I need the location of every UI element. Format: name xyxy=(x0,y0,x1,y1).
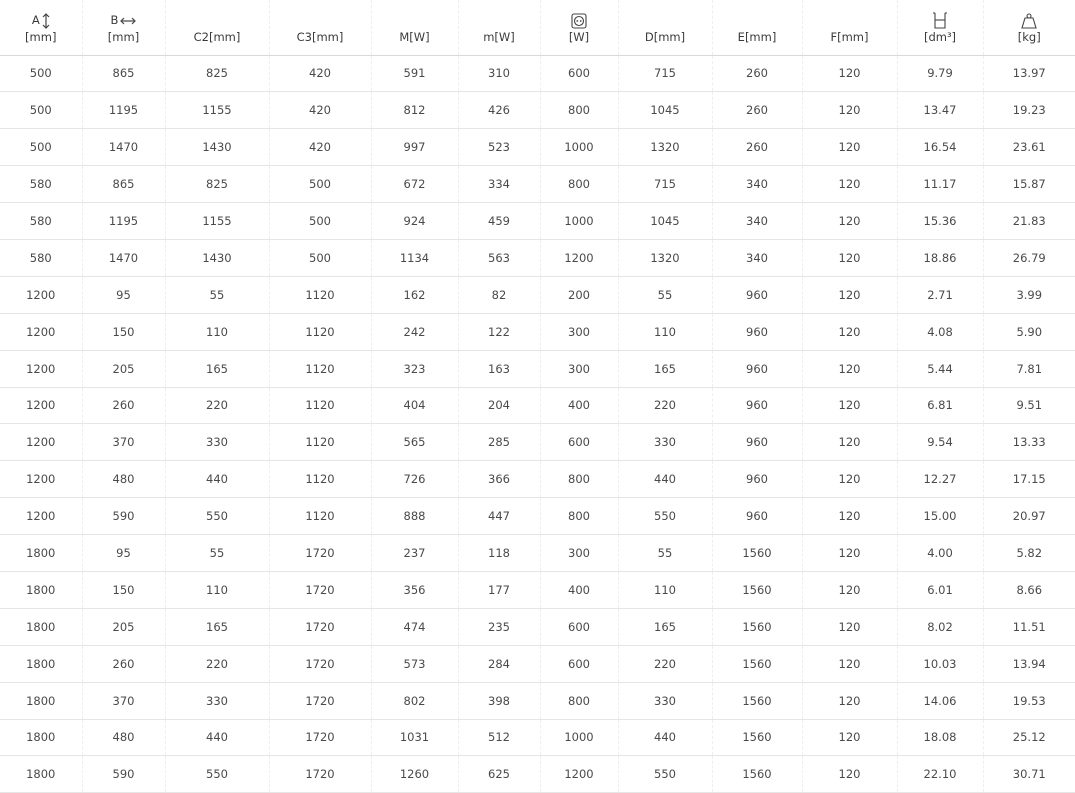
cell-a: 1200 xyxy=(0,387,82,424)
cell-f: 120 xyxy=(802,719,897,756)
cell-m-lower: 82 xyxy=(458,276,540,313)
cell-volume: 22.10 xyxy=(897,756,983,793)
cell-f: 120 xyxy=(802,535,897,572)
cell-power: 400 xyxy=(540,387,618,424)
cell-weight: 26.79 xyxy=(983,239,1075,276)
cell-a: 1800 xyxy=(0,719,82,756)
cell-weight: 21.83 xyxy=(983,203,1075,240)
cell-b: 370 xyxy=(82,682,165,719)
cell-m-lower: 235 xyxy=(458,608,540,645)
cell-m-upper: 565 xyxy=(371,424,458,461)
cell-e: 340 xyxy=(712,203,802,240)
cell-power: 1000 xyxy=(540,129,618,166)
cell-weight: 11.51 xyxy=(983,608,1075,645)
cell-d: 330 xyxy=(618,424,712,461)
cell-b: 95 xyxy=(82,276,165,313)
table-row xyxy=(0,129,1075,166)
table-row xyxy=(0,313,1075,350)
cell-e: 960 xyxy=(712,276,802,313)
cell-volume: 13.47 xyxy=(897,92,983,129)
table-header xyxy=(0,0,1075,55)
cell-b: 590 xyxy=(82,498,165,535)
cell-power: 300 xyxy=(540,350,618,387)
cell-f: 120 xyxy=(802,203,897,240)
cell-c2: 110 xyxy=(165,313,269,350)
cell-a: 580 xyxy=(0,239,82,276)
cell-power: 600 xyxy=(540,424,618,461)
table-row xyxy=(0,55,1075,92)
cell-e: 960 xyxy=(712,498,802,535)
cell-power: 600 xyxy=(540,608,618,645)
cell-weight: 17.15 xyxy=(983,461,1075,498)
cell-d: 715 xyxy=(618,55,712,92)
table-row xyxy=(0,608,1075,645)
cell-weight: 5.82 xyxy=(983,535,1075,572)
cell-m-upper: 356 xyxy=(371,571,458,608)
cell-e: 1560 xyxy=(712,645,802,682)
cell-weight: 13.94 xyxy=(983,645,1075,682)
cell-e: 1560 xyxy=(712,571,802,608)
cell-b: 150 xyxy=(82,571,165,608)
column-unit: F[mm] xyxy=(830,30,869,44)
cell-m-lower: 426 xyxy=(458,92,540,129)
column-unit: C3[mm] xyxy=(296,30,344,44)
cell-f: 120 xyxy=(802,350,897,387)
cell-a: 1200 xyxy=(0,313,82,350)
cell-e: 960 xyxy=(712,424,802,461)
cell-c3: 420 xyxy=(269,92,371,129)
weight-icon xyxy=(1020,13,1038,29)
cell-volume: 16.54 xyxy=(897,129,983,166)
cell-d: 715 xyxy=(618,166,712,203)
cell-c3: 1120 xyxy=(269,387,371,424)
cell-d: 440 xyxy=(618,461,712,498)
cell-weight: 5.90 xyxy=(983,313,1075,350)
column-letter: B xyxy=(110,12,119,27)
cell-c3: 1720 xyxy=(269,608,371,645)
cell-f: 120 xyxy=(802,608,897,645)
cell-m-upper: 162 xyxy=(371,276,458,313)
cell-m-upper: 1031 xyxy=(371,719,458,756)
cell-c3: 1720 xyxy=(269,682,371,719)
column-unit: [mm] xyxy=(107,30,140,44)
cell-weight: 30.71 xyxy=(983,756,1075,793)
cell-weight: 13.97 xyxy=(983,55,1075,92)
cell-power: 1000 xyxy=(540,203,618,240)
cell-c2: 1430 xyxy=(165,239,269,276)
cell-m-lower: 512 xyxy=(458,719,540,756)
cell-c2: 220 xyxy=(165,387,269,424)
column-header-volume xyxy=(897,0,983,55)
cell-m-upper: 242 xyxy=(371,313,458,350)
cell-power: 800 xyxy=(540,682,618,719)
column-header-c2 xyxy=(165,0,269,55)
cell-power: 1000 xyxy=(540,719,618,756)
cell-c2: 1155 xyxy=(165,92,269,129)
table-row xyxy=(0,424,1075,461)
cell-f: 120 xyxy=(802,276,897,313)
cell-volume: 2.71 xyxy=(897,276,983,313)
table-row xyxy=(0,92,1075,129)
cell-weight: 9.51 xyxy=(983,387,1075,424)
cell-c2: 55 xyxy=(165,276,269,313)
cell-f: 120 xyxy=(802,461,897,498)
cell-e: 340 xyxy=(712,166,802,203)
cell-volume: 10.03 xyxy=(897,645,983,682)
cell-e: 340 xyxy=(712,239,802,276)
cell-c2: 110 xyxy=(165,571,269,608)
cell-c3: 1720 xyxy=(269,756,371,793)
cell-d: 165 xyxy=(618,350,712,387)
cell-d: 1320 xyxy=(618,129,712,166)
cell-c3: 500 xyxy=(269,203,371,240)
cell-m-lower: 285 xyxy=(458,424,540,461)
cell-c2: 440 xyxy=(165,719,269,756)
cell-weight: 13.33 xyxy=(983,424,1075,461)
cell-c3: 1120 xyxy=(269,498,371,535)
cell-c3: 420 xyxy=(269,55,371,92)
cell-m-lower: 163 xyxy=(458,350,540,387)
cell-f: 120 xyxy=(802,129,897,166)
cell-volume: 5.44 xyxy=(897,350,983,387)
cell-power: 300 xyxy=(540,313,618,350)
cell-m-upper: 474 xyxy=(371,608,458,645)
cell-volume: 4.00 xyxy=(897,535,983,572)
cell-weight: 3.99 xyxy=(983,276,1075,313)
cell-volume: 11.17 xyxy=(897,166,983,203)
cell-d: 55 xyxy=(618,535,712,572)
cell-m-upper: 672 xyxy=(371,166,458,203)
cell-volume: 6.81 xyxy=(897,387,983,424)
table-row xyxy=(0,682,1075,719)
cell-volume: 8.02 xyxy=(897,608,983,645)
column-header-power xyxy=(540,0,618,55)
cell-c3: 500 xyxy=(269,239,371,276)
table-row xyxy=(0,387,1075,424)
cell-power: 1200 xyxy=(540,239,618,276)
cell-c3: 1720 xyxy=(269,719,371,756)
cell-a: 580 xyxy=(0,203,82,240)
cell-e: 1560 xyxy=(712,535,802,572)
cell-c3: 1720 xyxy=(269,535,371,572)
cell-b: 1470 xyxy=(82,129,165,166)
cell-d: 220 xyxy=(618,645,712,682)
cell-b: 260 xyxy=(82,645,165,682)
table-row xyxy=(0,571,1075,608)
table-row xyxy=(0,239,1075,276)
cell-m-upper: 924 xyxy=(371,203,458,240)
cell-a: 1800 xyxy=(0,608,82,645)
cell-weight: 19.53 xyxy=(983,682,1075,719)
cell-b: 205 xyxy=(82,350,165,387)
cell-m-lower: 625 xyxy=(458,756,540,793)
cell-b: 480 xyxy=(82,719,165,756)
cell-b: 590 xyxy=(82,756,165,793)
cell-e: 260 xyxy=(712,129,802,166)
cell-m-upper: 1134 xyxy=(371,239,458,276)
cell-weight: 8.66 xyxy=(983,571,1075,608)
cell-m-lower: 459 xyxy=(458,203,540,240)
cell-a: 500 xyxy=(0,92,82,129)
cell-d: 550 xyxy=(618,756,712,793)
cell-e: 960 xyxy=(712,461,802,498)
cell-a: 1800 xyxy=(0,682,82,719)
cell-b: 260 xyxy=(82,387,165,424)
cell-m-lower: 284 xyxy=(458,645,540,682)
cell-f: 120 xyxy=(802,166,897,203)
cell-m-upper: 997 xyxy=(371,129,458,166)
power-socket-icon xyxy=(571,13,587,29)
column-header-a xyxy=(0,0,82,55)
table-body xyxy=(0,55,1075,793)
cell-c2: 825 xyxy=(165,166,269,203)
cell-c2: 550 xyxy=(165,498,269,535)
cell-f: 120 xyxy=(802,387,897,424)
cell-e: 960 xyxy=(712,350,802,387)
column-unit: D[mm] xyxy=(644,30,686,44)
cell-b: 865 xyxy=(82,55,165,92)
cell-m-upper: 591 xyxy=(371,55,458,92)
cell-c2: 55 xyxy=(165,535,269,572)
cell-m-upper: 237 xyxy=(371,535,458,572)
cell-d: 110 xyxy=(618,313,712,350)
cell-c2: 220 xyxy=(165,645,269,682)
cell-a: 500 xyxy=(0,55,82,92)
cell-c2: 330 xyxy=(165,424,269,461)
cell-f: 120 xyxy=(802,571,897,608)
column-unit: [mm] xyxy=(25,30,57,44)
cell-power: 600 xyxy=(540,55,618,92)
cell-e: 960 xyxy=(712,387,802,424)
cell-m-lower: 523 xyxy=(458,129,540,166)
cell-volume: 18.08 xyxy=(897,719,983,756)
cell-c2: 1430 xyxy=(165,129,269,166)
cell-c2: 330 xyxy=(165,682,269,719)
table-row xyxy=(0,535,1075,572)
cell-c3: 500 xyxy=(269,166,371,203)
cell-e: 260 xyxy=(712,92,802,129)
cell-m-lower: 398 xyxy=(458,682,540,719)
cell-c2: 825 xyxy=(165,55,269,92)
cell-power: 300 xyxy=(540,535,618,572)
cell-c3: 1120 xyxy=(269,461,371,498)
cell-f: 120 xyxy=(802,313,897,350)
cell-a: 580 xyxy=(0,166,82,203)
cell-volume: 14.06 xyxy=(897,682,983,719)
cell-m-lower: 177 xyxy=(458,571,540,608)
cell-c2: 550 xyxy=(165,756,269,793)
table-row xyxy=(0,350,1075,387)
cell-m-upper: 802 xyxy=(371,682,458,719)
column-header-f xyxy=(802,0,897,55)
column-header-e xyxy=(712,0,802,55)
cell-c2: 440 xyxy=(165,461,269,498)
cell-c3: 1720 xyxy=(269,645,371,682)
cell-d: 220 xyxy=(618,387,712,424)
cell-c3: 420 xyxy=(269,129,371,166)
header-row xyxy=(0,0,1075,55)
table-row xyxy=(0,461,1075,498)
cell-weight: 23.61 xyxy=(983,129,1075,166)
cell-f: 120 xyxy=(802,645,897,682)
cell-f: 120 xyxy=(802,92,897,129)
cell-c2: 165 xyxy=(165,350,269,387)
table-row xyxy=(0,203,1075,240)
column-header-d xyxy=(618,0,712,55)
cell-f: 120 xyxy=(802,682,897,719)
cell-b: 1195 xyxy=(82,203,165,240)
cell-m-upper: 888 xyxy=(371,498,458,535)
cell-weight: 19.23 xyxy=(983,92,1075,129)
cell-m-lower: 122 xyxy=(458,313,540,350)
cell-e: 960 xyxy=(712,313,802,350)
cell-power: 400 xyxy=(540,571,618,608)
cell-c3: 1120 xyxy=(269,350,371,387)
cell-weight: 7.81 xyxy=(983,350,1075,387)
cell-a: 1200 xyxy=(0,498,82,535)
cell-m-lower: 204 xyxy=(458,387,540,424)
cell-f: 120 xyxy=(802,498,897,535)
cell-power: 800 xyxy=(540,166,618,203)
cell-power: 1200 xyxy=(540,756,618,793)
cell-b: 205 xyxy=(82,608,165,645)
cell-m-upper: 323 xyxy=(371,350,458,387)
cell-m-upper: 812 xyxy=(371,92,458,129)
cell-weight: 20.97 xyxy=(983,498,1075,535)
column-unit: [kg] xyxy=(1017,30,1041,44)
cell-m-upper: 1260 xyxy=(371,756,458,793)
column-unit: E[mm] xyxy=(737,30,777,44)
cell-f: 120 xyxy=(802,424,897,461)
cell-f: 120 xyxy=(802,756,897,793)
table-row xyxy=(0,276,1075,313)
cell-f: 120 xyxy=(802,55,897,92)
cell-a: 1800 xyxy=(0,535,82,572)
cell-e: 260 xyxy=(712,55,802,92)
cell-d: 330 xyxy=(618,682,712,719)
cell-d: 165 xyxy=(618,608,712,645)
cell-power: 200 xyxy=(540,276,618,313)
cell-volume: 15.00 xyxy=(897,498,983,535)
column-unit: [dm³] xyxy=(923,30,957,44)
cell-d: 1045 xyxy=(618,203,712,240)
cell-e: 1560 xyxy=(712,756,802,793)
cell-weight: 25.12 xyxy=(983,719,1075,756)
table-row xyxy=(0,645,1075,682)
cell-c3: 1120 xyxy=(269,424,371,461)
cell-m-upper: 573 xyxy=(371,645,458,682)
cell-power: 800 xyxy=(540,92,618,129)
column-unit: [W] xyxy=(568,30,590,44)
cell-m-lower: 563 xyxy=(458,239,540,276)
cell-c2: 1155 xyxy=(165,203,269,240)
cell-a: 1200 xyxy=(0,276,82,313)
column-header-m-lower xyxy=(458,0,540,55)
cell-b: 150 xyxy=(82,313,165,350)
cell-volume: 12.27 xyxy=(897,461,983,498)
cell-e: 1560 xyxy=(712,608,802,645)
cell-c3: 1120 xyxy=(269,313,371,350)
cell-volume: 9.79 xyxy=(897,55,983,92)
cell-e: 1560 xyxy=(712,719,802,756)
cell-a: 1800 xyxy=(0,645,82,682)
cell-m-lower: 310 xyxy=(458,55,540,92)
cell-power: 600 xyxy=(540,645,618,682)
cell-a: 1800 xyxy=(0,756,82,793)
cell-b: 480 xyxy=(82,461,165,498)
cell-volume: 6.01 xyxy=(897,571,983,608)
cell-m-upper: 404 xyxy=(371,387,458,424)
cell-volume: 4.08 xyxy=(897,313,983,350)
column-unit: M[W] xyxy=(399,30,430,44)
cell-volume: 9.54 xyxy=(897,424,983,461)
cell-volume: 18.86 xyxy=(897,239,983,276)
cell-weight: 15.87 xyxy=(983,166,1075,203)
column-header-m-upper xyxy=(371,0,458,55)
cell-b: 865 xyxy=(82,166,165,203)
water-volume-icon xyxy=(932,12,948,30)
table-row xyxy=(0,719,1075,756)
cell-a: 1200 xyxy=(0,424,82,461)
column-letter: A xyxy=(31,12,40,27)
cell-a: 500 xyxy=(0,129,82,166)
cell-a: 1200 xyxy=(0,350,82,387)
cell-c3: 1120 xyxy=(269,276,371,313)
cell-b: 1195 xyxy=(82,92,165,129)
cell-a: 1200 xyxy=(0,461,82,498)
cell-d: 440 xyxy=(618,719,712,756)
table-row xyxy=(0,498,1075,535)
cell-m-lower: 118 xyxy=(458,535,540,572)
cell-d: 110 xyxy=(618,571,712,608)
cell-m-lower: 334 xyxy=(458,166,540,203)
cell-m-lower: 447 xyxy=(458,498,540,535)
cell-b: 370 xyxy=(82,424,165,461)
cell-power: 800 xyxy=(540,498,618,535)
cell-c3: 1720 xyxy=(269,571,371,608)
cell-d: 1045 xyxy=(618,92,712,129)
cell-a: 1800 xyxy=(0,571,82,608)
column-header-weight xyxy=(983,0,1075,55)
cell-b: 95 xyxy=(82,535,165,572)
column-unit: C2[mm] xyxy=(193,30,241,44)
cell-m-lower: 366 xyxy=(458,461,540,498)
vertical-arrow-icon xyxy=(42,13,50,29)
cell-power: 800 xyxy=(540,461,618,498)
cell-b: 1470 xyxy=(82,239,165,276)
column-unit: m[W] xyxy=(483,30,515,44)
cell-volume: 15.36 xyxy=(897,203,983,240)
cell-c2: 165 xyxy=(165,608,269,645)
horizontal-arrow-icon xyxy=(120,17,136,25)
cell-d: 1320 xyxy=(618,239,712,276)
table-row xyxy=(0,166,1075,203)
cell-f: 120 xyxy=(802,239,897,276)
cell-d: 55 xyxy=(618,276,712,313)
column-header-c3 xyxy=(269,0,371,55)
cell-d: 550 xyxy=(618,498,712,535)
column-header-b xyxy=(82,0,165,55)
table-row xyxy=(0,756,1075,793)
cell-e: 1560 xyxy=(712,682,802,719)
cell-m-upper: 726 xyxy=(371,461,458,498)
